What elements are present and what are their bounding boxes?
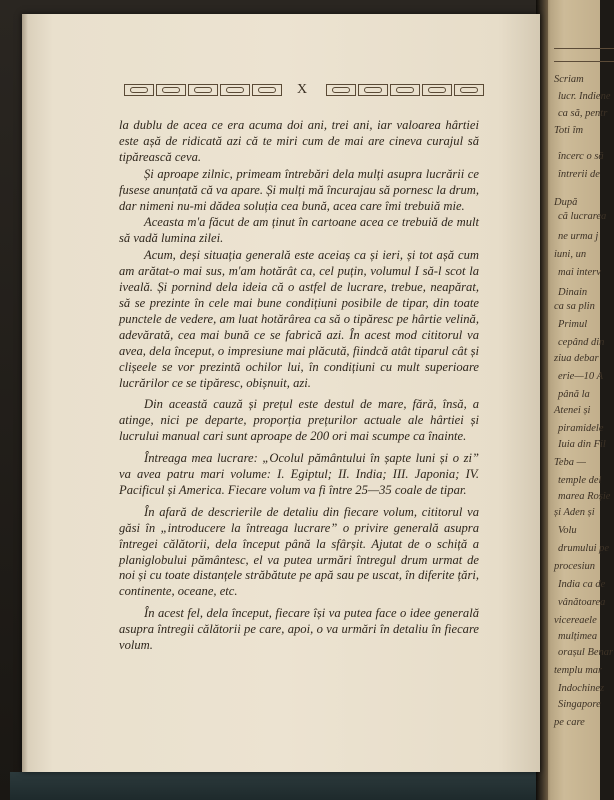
facing-page-line: Teba — [554, 457, 586, 468]
facing-page-line: vânătoarea [558, 597, 606, 608]
body-text [119, 118, 479, 655]
facing-page-line: cepând din [558, 337, 605, 348]
facing-page-line: Indochinez [558, 683, 605, 694]
facing-page-line: templu mar [554, 665, 603, 676]
facing-page-line: marea Roșie [558, 491, 611, 502]
facing-page-line: ziua debar [554, 353, 599, 364]
facing-page-line: și Aden și [554, 507, 595, 518]
page-number: X [297, 82, 309, 97]
facing-page-line: Volu [558, 525, 577, 536]
paragraph: Acum, deși situația generală este aceiaș ca și ieri, și tot așă cum am arătat-o mai sus, m'am hotărât ca, cel puțin, volumul I să-l scot la iveală. Și pornind dela ideia că o astfel de lucrare, trebue, neapărat, să se prezinte în cele mai bune condițiuni posibile de tipar, din toate punctele de vedere, am luat hotărârea ca să o tipăresc pe hârtie velină, adevărată, cea mai bună ce se fabrică azi. În acest mod cititorul va avea, dela început, o impresiune mai plăcută, fiindcă atât tiparul cât și clișeele se vor prezintă ochilor lui, în condițiuni cu mult superioare lucrărilor ce se tipăresc, obișnuit, azi. [119, 248, 479, 390]
facing-page-ornament [554, 48, 614, 62]
facing-page-line: ca sa plin [554, 301, 595, 312]
facing-page-line: drumului pe [558, 543, 610, 554]
facing-page-line: orașul Benar [558, 647, 614, 658]
paragraph: În acest fel, dela început, fiecare își va putea face o idee generală asupra întregii călătorii pe care, apoi, o va urmări în detaliu în fiecare volum. [119, 606, 479, 653]
facing-page-line: După [554, 197, 578, 208]
facing-page-line: încerc o să [558, 151, 604, 162]
facing-page-line: ca să, pentr [558, 108, 608, 119]
paragraph: Aceasta m'a făcut de am ținut în cartoane acea ce trebuiă de mult să vadă lumina zilei. [119, 215, 479, 246]
facing-page-line: întrerii de [558, 169, 600, 180]
paragraph: Din această cauză și prețul este destul de mare, fără, însă, a atinge, nici pe departe, proporția prețurilor actuale ale hârtiei și lucrului manual cari sunt aproape de 200 ori mai scumpe ca înainte. [119, 397, 479, 444]
page-edge-shadow [22, 14, 28, 772]
ornament-right [326, 84, 484, 98]
facing-page-line: lucr. Indiene [558, 91, 611, 102]
facing-page-line: mai interv [558, 267, 601, 278]
facing-page-line: erie—10 A [558, 371, 604, 382]
book-cover-edge [10, 772, 550, 800]
facing-page-line: piramidele [558, 423, 604, 434]
paragraph: Întreaga mea lucrare: „Ocolul pământului în șapte luni și o zi” va avea patru mari volume: I. Egiptul; II. India; III. Japonia; IV. Pacificul și America. Fiecare volum va fi între 25—35 coale de tipar. [119, 451, 479, 497]
facing-page-line: Singapore [558, 699, 601, 710]
facing-page-line: procesiun [554, 561, 596, 572]
facing-page [540, 0, 614, 800]
facing-page-line: că lucrarea [558, 211, 607, 222]
facing-page-line: pe care [554, 717, 585, 728]
ornament-left [124, 84, 282, 98]
paragraph: Și aproape zilnic, primeam întrebări dela mulți asupra lucrării ce fusese anunțată că va apare. Și mulți mă încurajau să pornesc la drum, dar nimeni nu-mi dădea soluția cea bună, acea care îmi trebuiă mie. [119, 166, 479, 213]
facing-page-line: mulțimea [558, 631, 598, 642]
facing-page-line: India ca de [558, 579, 606, 590]
facing-page-line: iuni, un [554, 249, 587, 260]
facing-page-line: Iuia din Fil [558, 439, 606, 450]
facing-page-line: temple del [558, 475, 602, 486]
facing-page-line: Dinain [558, 287, 588, 298]
facing-page-line: Primul [558, 319, 588, 330]
facing-page-line: până la [558, 389, 590, 400]
page-header [104, 80, 502, 102]
facing-page-line: Toti îm [554, 125, 584, 136]
facing-page-line: Atenei și [554, 405, 591, 416]
facing-page-line: ne urma j [558, 231, 599, 242]
facing-page-line: vicereaele [554, 615, 597, 626]
paragraph: În afară de descrierile de detaliu din fiecare volum, cititorul va găsi în „introducere la întreaga lucrare” o privire generală asupra întregei călătorii, dela început până la sfârșit. Ajutat de o schiță a planiglobului pământesc, el va putea urmări întregul drum urmat de noi și cu toate distanțele străbătute pe apă sau pe uscat, în diferite țări, continente, oceane, etc. [119, 504, 479, 599]
paragraph: la dublu de acea ce era acuma doi ani, trei ani, iar valoarea hârtiei este așă de ridicată azi că te miri cum de mai are cineva curajul să tipărească ceva. [119, 118, 479, 164]
facing-page-line: Scriam [554, 74, 584, 85]
